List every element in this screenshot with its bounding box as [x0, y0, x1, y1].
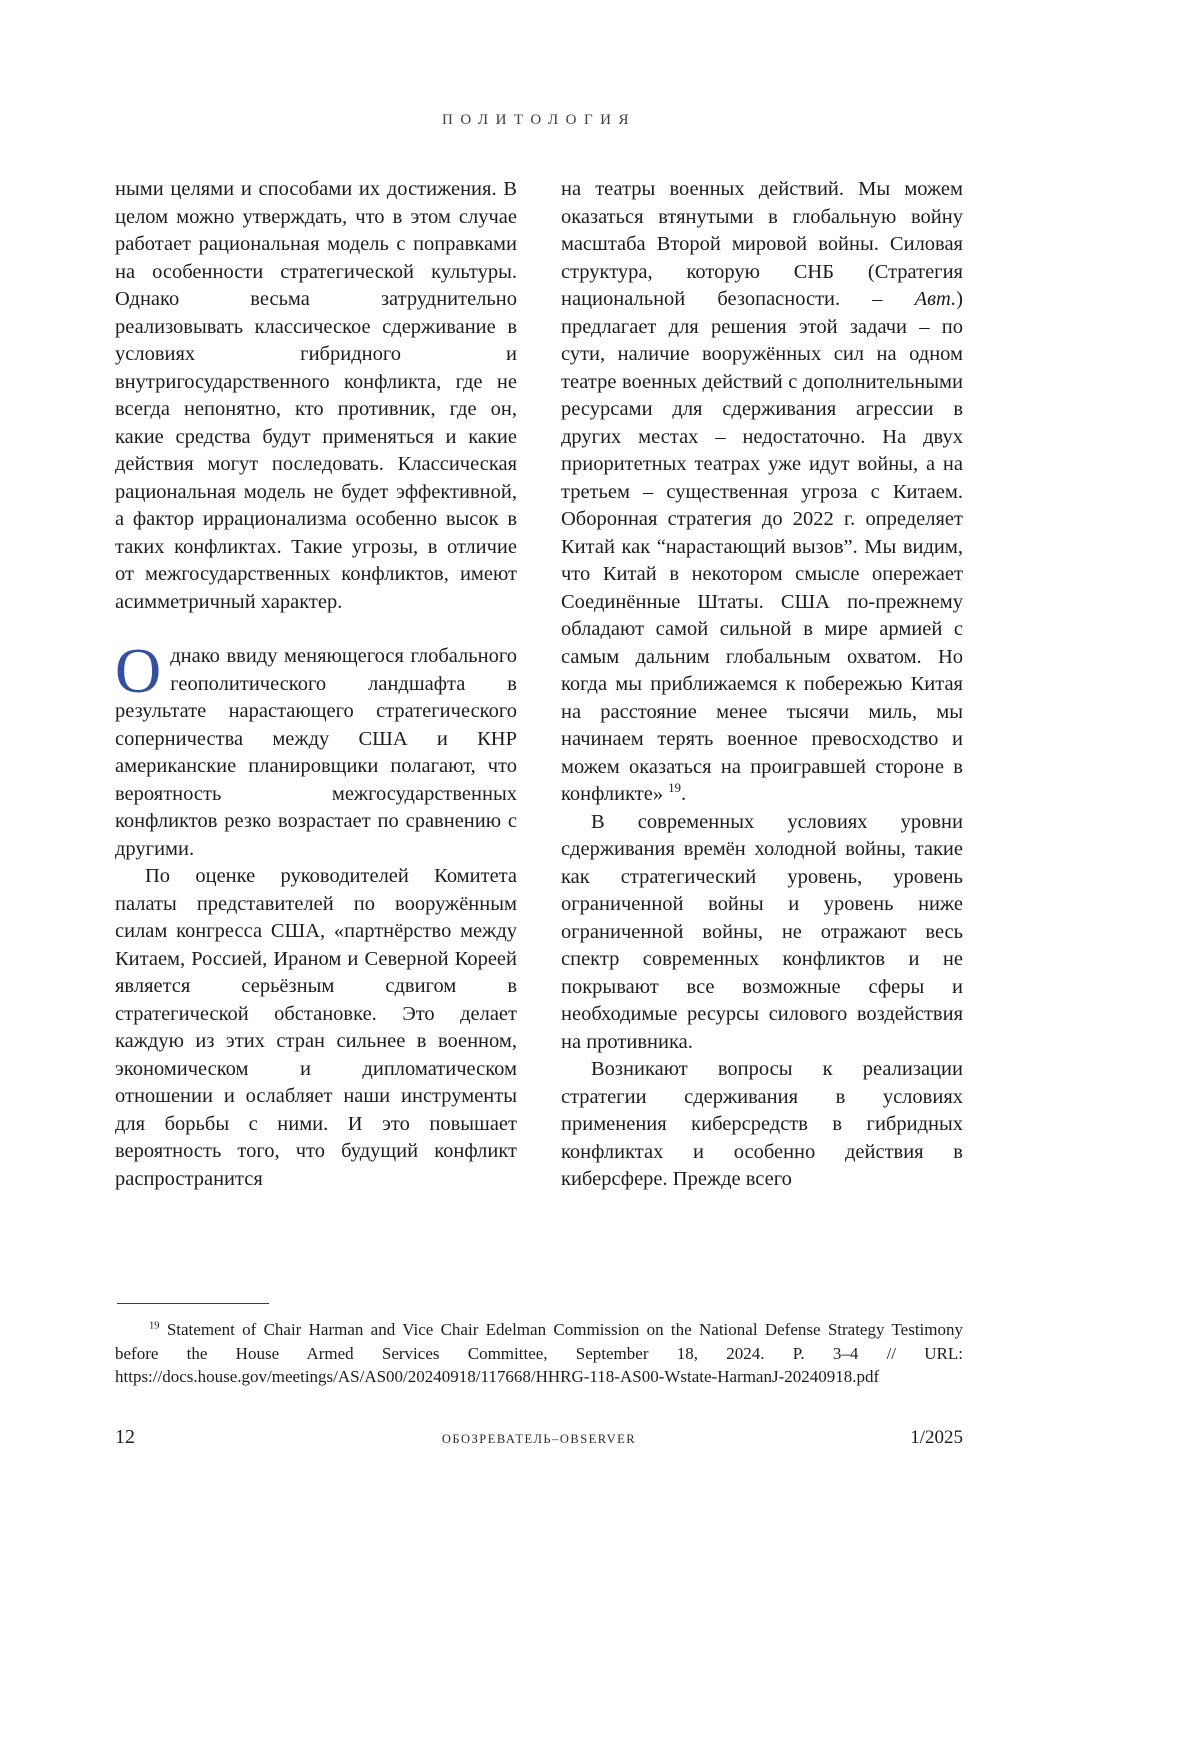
- drop-cap-letter: О: [115, 635, 162, 706]
- paragraph-text: на театры военных действий. Мы можем оказаться втянутыми в глобальную войну масштаба Второй мировой войны. Силовая структура, которую СНБ (Стратегия национальной безопасности. –: [561, 178, 963, 310]
- footnote-separator: [117, 1303, 269, 1304]
- paragraph-with-dropcap: [115, 635, 517, 863]
- paragraph-continuation: [561, 176, 963, 809]
- paragraph: [561, 809, 963, 1057]
- paragraph: [115, 863, 517, 1193]
- paragraph-text: ) предлагает для решения этой задачи – по сути, наличие вооружённых сил на одном театре военных действий с дополнительными ресурсами для сдерживания агрессии в других местах – недостаточно. На двух приоритетных театрах уже идут войны, а на третьем – существенная угроза с Китаем. Оборонная стратегия до 2022 г. определяет Китай как “нарастающий вызов”. Мы видим, что Китай в некотором смысле опережает Соединённые Штаты. США по-прежнему обладают самой сильной в мире армией с самым дальним глобальным охватом. Но когда мы приближаемся к побережью Китая на расстояние менее тысячи миль, мы начинаем терять военное превосходство и можем оказаться на проигравшей стороне в конфликте»: [561, 288, 963, 805]
- footnote-block: [115, 1303, 963, 1389]
- page-number: 12: [115, 1426, 135, 1448]
- paragraph-text: ными целями и способами их достижения. В целом можно утверждать, что в этом случае работает рациональная модель с поправками на особенности стратегической культуры. Однако весьма затруднительно реализовывать классическое сдерживание в условиях гибридного и внутригосударственного конфликта, где не всегда непонятно, кто противник, где он, какие средства будут применяться и какие действия могут последовать. Классическая рациональная модель не будет эффективной, а фактор иррационализма особенно высок в таких конфликтах. Такие угрозы, в отличие от межгосударственных конфликтов, имеют асимметричный характер.: [115, 178, 517, 613]
- paragraph-text: .: [680, 783, 687, 805]
- footnote-text: Statement of Chair Harman and Vice Chair Edelman Commission on the National Defense Strategy Testimony before the House Armed Services Committee, September 18, 2024. P. 3–4 // URL: https://docs.house.gov/meetings/AS/AS00/20240918/117668/HHRG-118-AS00-Wstate-HarmanJ-20240918.pdf: [115, 1320, 963, 1386]
- journal-name: ОБОЗРЕВАТЕЛЬ–OBSERVER: [441, 1432, 637, 1446]
- two-column-text: [115, 176, 963, 1194]
- footnote-number: 19: [149, 1320, 160, 1332]
- paragraph: [561, 1056, 963, 1194]
- left-column: [115, 176, 517, 1194]
- right-column: [561, 176, 963, 1194]
- paragraph-text: В современных условиях уровни сдерживания времён холодной войны, такие как стратегический уровень, уровень ограниченной войны и уровень ниже ограниченной войны, не отражают весь спектр современных конфликтов и не покрывают все возможные сферы и необходимые ресурсы силового воздействия на противника.: [561, 810, 963, 1053]
- issue-number: 1/2025: [910, 1427, 963, 1448]
- paragraph-text: днако ввиду меняющегося глобального геополитического ландшафта в результате нарастающего стратегического соперничества между США и КНР американские планировщики полагают, что вероятность межгосударственных конфликтов резко возрастает по сравнению с другими.: [115, 645, 517, 860]
- footnote: [115, 1318, 963, 1389]
- section-title: ПОЛИТОЛОГИЯ: [442, 112, 636, 128]
- paragraph-continuation: [115, 176, 517, 616]
- paragraph-text: Возникают вопросы к реализации стратегии сдерживания в условиях применения киберсредств в гибридных конфликтах и особенно действия в киберсфере. Прежде всего: [561, 1058, 963, 1190]
- paragraph-text: По оценке руководителей Комитета палаты представителей по вооружённым силам конгресса США, «партнёрство между Китаем, Россией, Ираном и Северной Кореей является серьёзным сдвигом в стратегической обстановке. Это делает каждую из этих стран сильнее в военном, экономическом и дипломатическом отношении и ослабляет наши инструменты для борьбы с ними. И это повышает вероятность того, что будущий конфликт распространится: [115, 865, 517, 1190]
- author-note-italic: Авт.: [914, 288, 957, 310]
- page-footer: [115, 1426, 963, 1449]
- footnote-reference: 19: [668, 781, 681, 796]
